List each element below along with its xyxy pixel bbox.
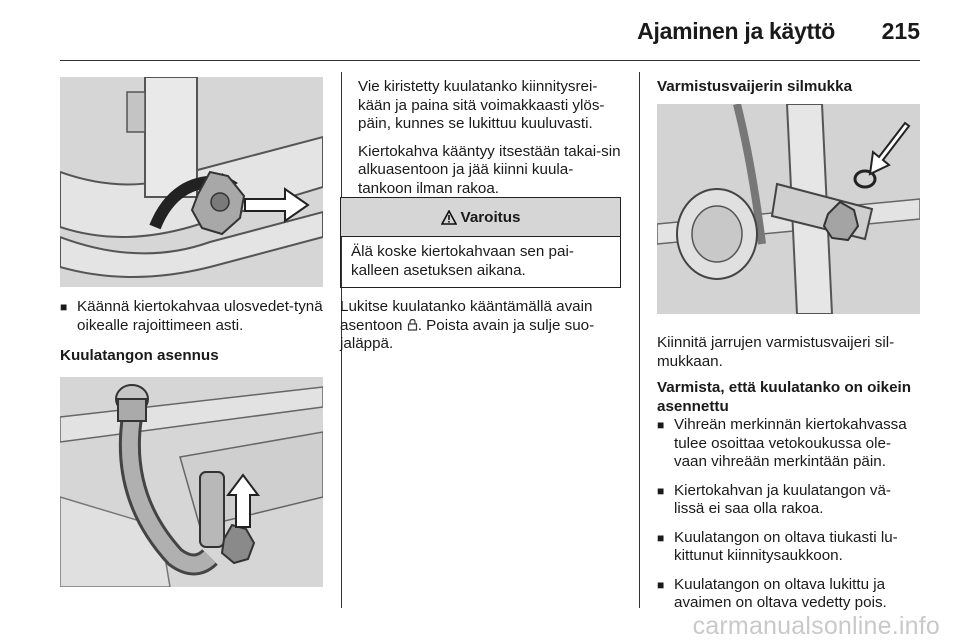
heading-ball-bar-mounting: Kuulatangon asennus xyxy=(60,347,219,364)
checklist-item xyxy=(657,529,920,566)
lock-text-end: . Poista avain ja sulje suo-jaläppä. xyxy=(340,316,595,352)
figure-cable-eyelet xyxy=(657,104,920,314)
instruction-release-handle xyxy=(60,298,347,335)
lock-text-start: Lukitse kuulatanko kääntämällä avain asentoon xyxy=(340,298,593,334)
checklist-item-text: Vihreän merkinnän kiertokahvassa tulee osoittaa vetokoukussa ole-vaan vihreään merkintään päin. xyxy=(674,416,907,470)
heading-check-mounting: Varmista, että kuulatanko on oikein asennettu xyxy=(657,379,912,415)
heading-cable-eyelet: Varmistusvaijerin silmukka xyxy=(657,78,853,95)
paragraph-handle-return: Kiertokahva kääntyy itsestään takai-sin alkuasentoon ja jää kiinni kuula-tankoon ilman rakoa. xyxy=(358,142,621,197)
chapter-title: Ajaminen ja käyttö xyxy=(637,18,835,44)
checklist-item-text: Kiertokahvan ja kuulatangon vä-lissä ei saa olla rakoa. xyxy=(674,481,891,517)
warning-title: Varoitus xyxy=(460,208,521,226)
warning-text: Älä koske kiertokahvaan sen pai-kalleen asetuksen aikana. xyxy=(351,243,574,279)
bullet-glyph: ■ xyxy=(60,300,68,314)
figure-ball-bar-insertion xyxy=(60,377,323,587)
warning-box xyxy=(340,197,621,288)
checklist xyxy=(657,416,920,613)
checklist-item xyxy=(657,576,920,613)
checklist-item xyxy=(657,416,920,472)
bullet-text: Käännä kiertokahvaa ulosvedet-tynä oikealle rajoittimeen asti. xyxy=(77,298,323,334)
warning-header xyxy=(341,198,620,237)
watermark: carmanualsonline.info xyxy=(692,612,940,640)
page-number: 215 xyxy=(881,18,920,44)
paragraph-lock-bar xyxy=(340,298,624,354)
checklist-item-text: Kuulatangon on oltava tiukasti lu-kittunut kiinnitysaukkoon. xyxy=(674,528,898,564)
header-divider xyxy=(60,60,920,61)
bullet-glyph: ■ xyxy=(657,577,665,592)
warning-triangle-icon xyxy=(441,210,457,225)
paragraph-insert-bar: Vie kiristetty kuulatanko kiinnitysrei-kään ja paina sitä voimakkaasti ylös-päin, kunnes se lukittuu kuuluvasti. xyxy=(358,78,605,132)
bullet-glyph: ■ xyxy=(657,530,665,545)
bullet-glyph: ■ xyxy=(657,483,665,498)
figure-handle-release xyxy=(60,77,323,287)
checklist-item xyxy=(657,482,920,519)
column-2-text xyxy=(358,78,624,198)
checklist-item-text: Kuulatangon on oltava lukittu ja avaimen on oltava vedetty pois. xyxy=(674,575,887,611)
bullet-glyph: ■ xyxy=(657,418,665,432)
paragraph-attach-cable: Kiinnitä jarrujen varmistusvaijeri sil-mukkaan. xyxy=(657,334,895,370)
padlock-icon xyxy=(407,318,418,331)
column-divider-right xyxy=(639,72,640,608)
